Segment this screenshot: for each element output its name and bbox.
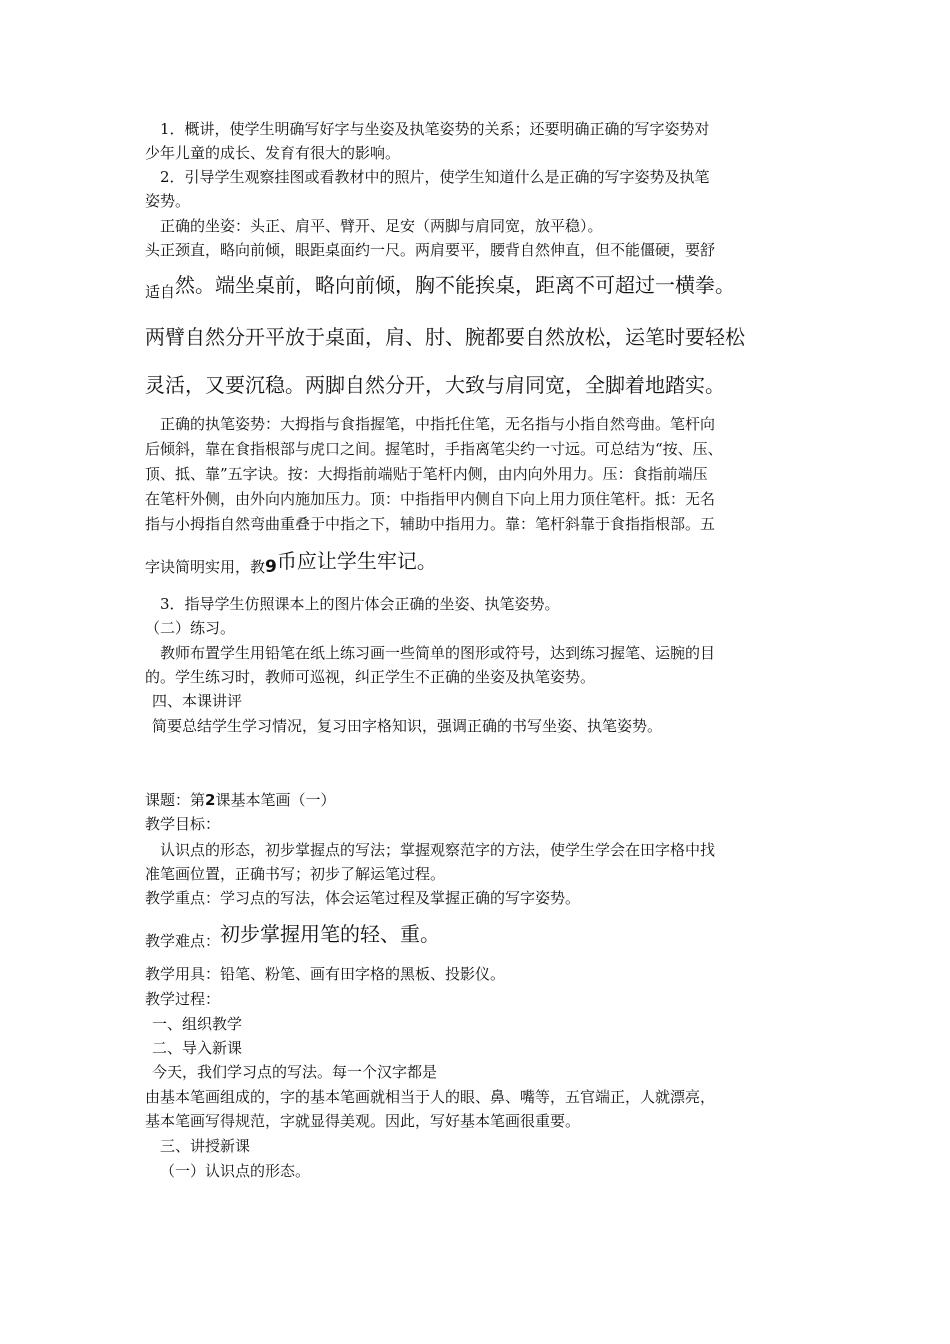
text-line: 姿势。 [145,192,191,210]
text-line: 教学重点：学习点的写法，体会运笔过程及掌握正确的写字姿势。 [145,889,581,907]
text-line-mixed [145,921,441,950]
text-line: 简要总结学生学习情况，复习田字格知识，强调正确的书写坐姿、执笔姿势。 [152,717,663,735]
text-line: 正确的坐姿：头正、肩平、臂开、足安（两脚与肩同宽，放平稳）。 [160,217,603,235]
text-line-large: 灵活，又要沉稳。两脚自然分开，大致与肩同宽，全脚着地踏实。 [145,373,725,397]
text-line: 顶、抵、靠”五字诀。按：大拇指前端贴于笔杆内侧，由内向外用力。压：食指前端压 [145,465,708,483]
lesson-title [145,790,335,810]
text-span-large: 币应让学生牢记。 [276,549,437,573]
text-line: 三、讲授新课 [160,1137,251,1155]
text-span-large: 然。端坐桌前，略向前倾，胸不能挨桌，距离不可超过一横拳。 [175,273,736,297]
text-line: 头正颈直，略向前倾，眼距桌面约一尺。两肩要平，腰背自然伸直，但不能僵硬，要舒 [145,241,716,259]
text-line: 由基本笔画组成的，字的基本笔画就相当于人的眼、鼻、嘴等，五官端正，人就漂亮， [145,1088,716,1106]
text-span-number: 9 [265,557,277,577]
text-line: 教学用具：铅笔、粉笔、画有田字格的黑板、投影仪。 [145,965,506,983]
text-line: 3．指导学生仿照课本上的图片体会正确的坐姿、执笔姿势。 [160,595,560,613]
text-line: 指与小拇指自然弯曲重叠于中指之下，辅助中指用力。靠：笔杆斜靠于食指指根部。五 [145,515,716,533]
text-line: 在笔杆外侧，由外向内施加压力。顶：中指指甲内侧自下向上用力顶住笔杆。抵：无名 [145,490,716,508]
text-span: 字诀简明实用，教 [145,558,266,576]
text-line: 教师布置学生用铅笔在纸上练习画一些简单的图形或符号，达到练习握笔、运腕的目 [160,644,716,662]
text-line: 今天，我们学习点的写法。每一个汉字都是 [152,1063,438,1081]
text-line-mixed [145,272,736,301]
text-line: 教学过程： [145,990,221,1008]
text-span-large: 初步掌握用笔的轻、重。 [220,922,441,946]
text-line: 少年儿童的成长、发育有很大的影响。 [145,144,401,162]
text-span: 教学难点： [145,932,221,950]
text-line: 四、本课讲评 [152,692,243,710]
text-line-mixed [145,548,437,577]
text-line: 1．概讲，使学生明确写好字与坐姿及执笔姿势的关系；还要明确正确的写字姿势对 [160,120,710,138]
text-span: 课题：第 [145,791,206,809]
text-line: 基本笔画写得规范，字就显得美观。因此，写好基本笔画很重要。 [145,1112,581,1130]
text-line: 正确的执笔姿势：大拇指与食指握笔，中指托住笔，无名指与小指自然弯曲。笔杆向 [160,415,716,433]
text-line: 后倾斜，靠在食指根部与虎口之间。握笔时，手指离笔尖约一寸远。可总结为“按、压、 [145,440,723,458]
text-line: （二）练习。 [145,619,236,637]
text-span: 课基本笔画（一） [215,791,336,809]
text-line: 的。学生练习时，教师可巡视，纠正学生不正确的坐姿及执笔姿势。 [145,668,596,686]
text-line: 二、导入新课 [152,1039,243,1057]
text-line: 准笔画位置，正确书写；初步了解运笔过程。 [145,865,446,883]
text-line: 一、组织教学 [152,1015,243,1033]
text-line-large: 两臂自然分开平放于桌面，肩、肘、腕都要自然放松，运笔时要轻松 [145,325,745,349]
text-line: 认识点的形态，初步掌握点的写法；掌握观察范字的方法，使学生学会在田字格中找 [160,841,716,859]
text-span-number: 2 [205,791,216,809]
text-line: （一）认识点的形态。 [160,1162,311,1180]
text-line: 2．引导学生观察挂图或看教材中的照片，使学生知道什么是正确的写字姿势及执笔 [160,168,710,186]
text-span: 适自 [145,283,176,301]
text-line: 教学目标： [145,815,221,833]
